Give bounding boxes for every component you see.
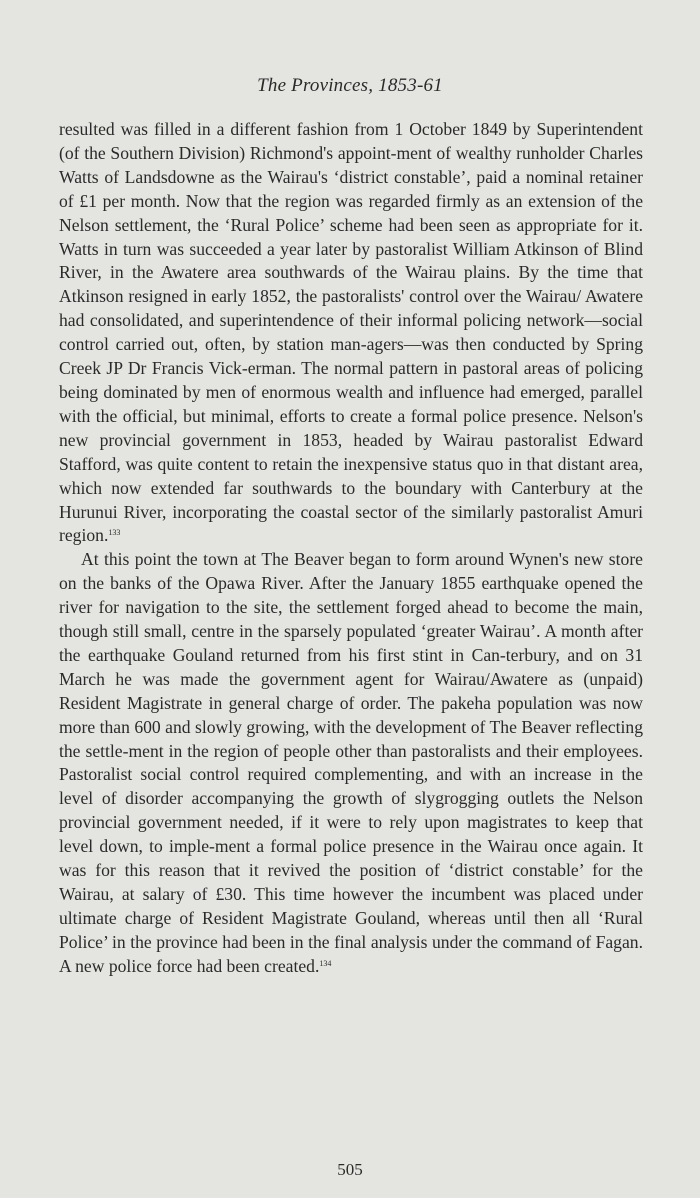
paragraph: [59, 118, 643, 548]
running-head: The Provinces, 1853-61: [257, 75, 443, 96]
paragraph-text: At this point the town at The Beaver began to form around Wynen's new store on the banks of the Opawa River. After the January 1855 earthquake opened the river for navigation to the site, the settlement forged ahead to become the main, though still small, centre in the sparsely populated ‘greater Wairau’. A month after the earthquake Gouland returned from his first stint in Can-terbury, and on 31 March he was made the government agent for Wairau/Awatere as (unpaid) Resident Magistrate in general charge of order. The pakeha population was now more than 600 and slowly growing, with the development of The Beaver reflecting the settle-ment in the region of people other than pastoralists and their employees. Pastoralist social control required complementing, and with an increase in the level of disorder accompanying the growth of slygrogging outlets the Nelson provincial government needed, if it were to rely upon magistrates to keep that level down, to imple-ment a formal police presence in the Wairau once again. It was for this reason that it revived the position of ‘district constable’ for the Wairau, at salary of £30. This time however the incumbent was placed under ultimate charge of Resident Magistrate Gouland, whereas until then all ‘Rural Police’ in the province had been in the final analysis under the command of Fagan. A new police force had been created.: [59, 549, 643, 976]
page-number: 505: [337, 1160, 363, 1179]
paragraph: [59, 548, 643, 978]
footnote-ref: 134: [319, 958, 332, 968]
body-text: [59, 118, 643, 979]
paragraph-text: resulted was filled in a different fashion from 1 October 1849 by Superintendent (of the Southern Division) Richmond's appoint-ment of wealthy runholder Charles Watts of Landsdowne as the Wairau's ‘district constable’, paid a nominal retainer of £1 per month. Now that the region was regarded firmly as an extension of the Nelson settlement, the ‘Rural Police’ scheme had been seen as appropriate for it. Watts in turn was succeeded a year later by pastoralist William Atkinson of Blind River, in the Awatere area southwards of the Wairau plains. By the time that Atkinson resigned in early 1852, the pastoralists' control over the Wairau/ Awatere had consolidated, and superintendence of their informal policing network—social control carried out, often, by station man-agers—was then conducted by Spring Creek JP Dr Francis Vick-erman. The normal pattern in pastoral areas of policing being dominated by men of enormous wealth and influence had emerged, parallel with the official, but minimal, efforts to create a formal police presence. Nelson's new provincial government in 1853, headed by Wairau pastoralist Edward Stafford, was quite content to retain the inexpensive status quo in that distant area, which now extended far southwards to the boundary with Canterbury at the Hurunui River, incorporating the coastal sector of the similarly pastoralist Amuri region.: [59, 119, 643, 546]
footnote-ref: 133: [108, 528, 121, 538]
